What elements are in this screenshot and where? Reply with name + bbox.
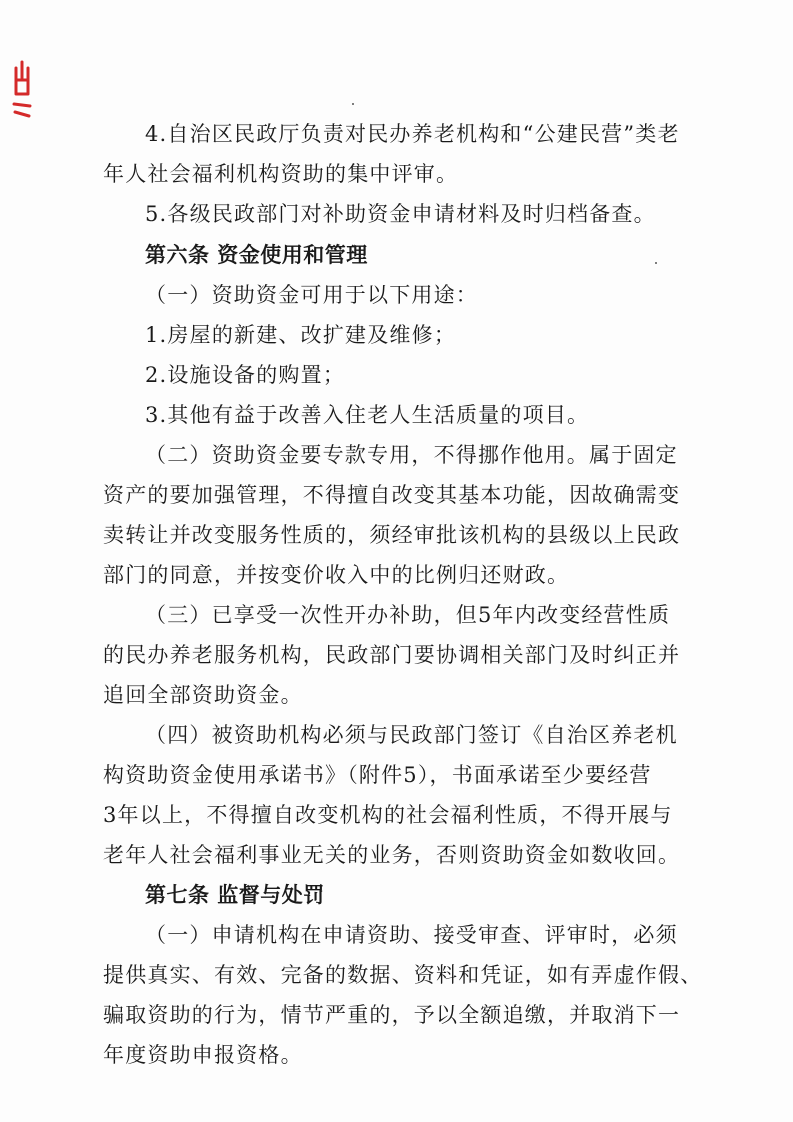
text-line: 1.房屋的新建、改扩建及维修； xyxy=(145,323,457,347)
text-line: 骗取资助的行为，情节严重的，予以全额追缴，并取消下一 xyxy=(103,1003,681,1027)
red-seal-fragment xyxy=(12,60,32,118)
text-line: （三）已享受一次性开办补助，但5年内改变经营性质 xyxy=(145,603,671,627)
text-line: （一）申请机构在申请资助、接受审查、评审时，必须 xyxy=(145,923,678,947)
text-line: 资产的要加强管理，不得擅自改变其基本功能，因故确需变 xyxy=(103,483,681,507)
text-line: 5.各级民政部门对补助资金申请材料及时归档备查。 xyxy=(145,202,656,226)
text-line: 提供真实、有效、完备的数据、资料和凭证，如有弄虚作假、 xyxy=(103,963,703,987)
section-heading-article-7: 第七条 监督与处罚 xyxy=(145,883,325,907)
text-line: 老年人社会福利事业无关的业务，否则资助资金如数收回。 xyxy=(103,843,681,867)
text-line: 2.设施设备的购置； xyxy=(145,363,346,387)
text-line: 构资助资金使用承诺书》（附件5），书面承诺至少要经营 xyxy=(103,763,652,787)
text-line: 部门的同意，并按变价收入中的比例归还财政。 xyxy=(103,563,570,587)
text-line: （二）资助资金要专款专用，不得挪作他用。属于固定 xyxy=(145,443,678,467)
scan-speck xyxy=(352,103,354,105)
text-line: 4.自治区民政厅负责对民办养老机构和“公建民营”类老 xyxy=(145,122,680,146)
text-line: 3年以上，不得擅自改变机构的社会福利性质，不得开展与 xyxy=(103,803,673,827)
text-line: 年度资助申报资格。 xyxy=(103,1043,303,1067)
text-line: 年人社会福利机构资助的集中评审。 xyxy=(103,162,459,186)
text-line: （四）被资助机构必须与民政部门签订《自治区养老机 xyxy=(145,723,678,747)
text-line: 卖转让并改变服务性质的，须经审批该机构的县级以上民政 xyxy=(103,523,681,547)
text-line: 追回全部资助资金。 xyxy=(103,683,303,707)
text-line: （一）资助资金可用于以下用途： xyxy=(145,283,478,307)
section-heading-article-6: 第六条 资金使用和管理 xyxy=(145,243,368,267)
text-line: 3.其他有益于改善入住老人生活质量的项目。 xyxy=(145,403,590,427)
text-line: 的民办养老服务机构，民政部门要协调相关部门及时纠正并 xyxy=(103,643,681,667)
